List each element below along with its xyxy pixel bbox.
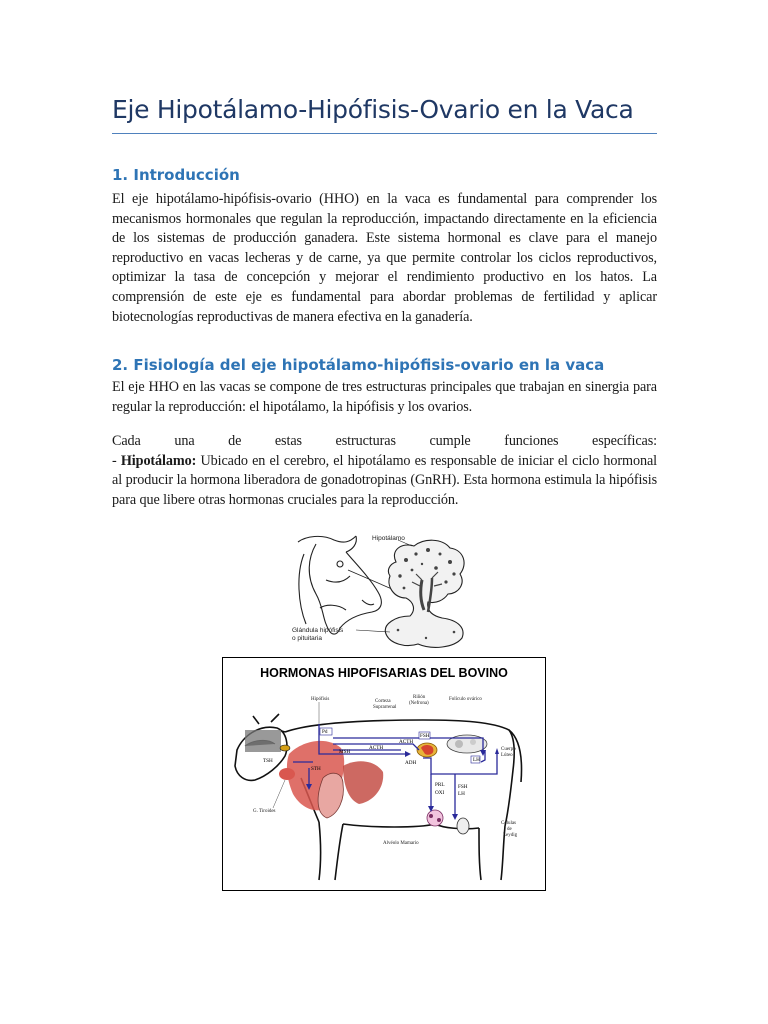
hormone-tag-fsh: FSH [420, 733, 430, 739]
label-cuerpo-2: Lúteo [501, 753, 513, 758]
label-celulas-2: de [507, 827, 512, 832]
label-alveolo: Alvéolo Mamario [383, 841, 419, 846]
testis [457, 818, 469, 834]
hormone-tag-tsh: TSH [263, 758, 273, 764]
section-paragraph-fisiologia: El eje HHO en las vacas se compone de tres estructuras principales que trabajan en sinergia para regular la reproducción: el hipotálamo, la hipófisis y los ovarios. [112, 379, 657, 415]
label-rinon-1: Riñón [413, 695, 426, 700]
hormonas-hipofisarias-figure [222, 657, 546, 891]
figure-title: HORMONAS HIPOFISARIAS DEL BOVINO [260, 666, 508, 680]
section-heading-introduccion: 1. Introducción [112, 166, 240, 184]
cow-body-diagram [223, 658, 545, 890]
functions-bullet: - [112, 452, 121, 469]
hormone-tag-prl: PRL [435, 782, 445, 788]
section-heading-fisiologia: 2. Fisiología del eje hipotálamo-hipófisis-ovario en la vaca [112, 356, 605, 374]
hormone-tag-acth-top: ACTH [399, 739, 414, 745]
label-tiroides: G. Tiroides [253, 809, 276, 814]
label-celulas-3: Leydig [503, 833, 518, 838]
label-corteza-2: Suprarrenal [373, 705, 397, 710]
thyroid-gland [279, 768, 295, 780]
hormone-tag-msh: MSH [339, 749, 351, 755]
document-title: Eje Hipotálamo-Hipófisis-Ovario en la Vaca [112, 95, 634, 124]
uterus-shape [318, 773, 343, 818]
hipotalamo-label: Hipotálamo [372, 535, 405, 542]
functions-lead: Cada una de estas estructuras cumple funciones específicas: [112, 433, 657, 449]
hormone-tag-lh-2: LH [458, 791, 465, 797]
hormone-tag-lh: LH [473, 757, 480, 763]
functions-paragraph [112, 432, 657, 510]
glandula-label-line2: o pituitaria [292, 635, 322, 642]
label-cuerpo-1: Cuerpo [501, 747, 516, 752]
hipotalamo-term: Hipotálamo: [120, 452, 197, 469]
hypothalamus-sketch [385, 540, 464, 647]
label-hipofisis: Hipófisis [311, 697, 330, 702]
cow-head-hypothalamus-figure [286, 524, 486, 654]
hormone-tag-pd: Pd [322, 729, 328, 735]
hormone-tag-fsh-2: FSH [458, 784, 468, 790]
title-underline [112, 133, 657, 134]
hormone-tag-oxi: OXI [435, 790, 445, 796]
section-paragraph-introduccion: El eje hipotálamo-hipófisis-ovario (HHO) en la vaca es fundamental para comprender los mecanismos hormonales que regulan la reproducción, impactando directamente en la eficiencia de los sistemas de producción ganadera. Este sistema hormonal es clave para el manejo reproductivo en vacas lecheras y de carne, ya que permite controlar los ciclos reproductivos, optimizar la tasa de concepción y mejorar el rendimiento productivo en los hatos. La comprensión de este eje es fundamental para abordar problemas de fertilidad y aplicar biotecnologías reproductivas de manera efectiva en la ganadería. [112, 191, 657, 325]
label-foliculo: Folículo ovárico [449, 697, 482, 702]
label-corteza-1: Corteza [375, 699, 391, 704]
muscle-region-2 [343, 761, 383, 804]
label-celulas-1: Células [501, 821, 516, 826]
mammary-alveolus [427, 810, 443, 826]
hormone-tag-sth: STH [311, 766, 321, 772]
hormone-tag-acth: ACTH [369, 745, 384, 751]
label-rinon-2: (Nefrona) [409, 701, 429, 706]
hipotalamo-description: Ubicado en el cerebro, el hipotálamo es responsable de iniciar el ciclo hormonal al producir la hormona liberadora de gonadotropinas (GnRH). Esta hormona estimula la hipófisis para que libere otras hormonas cruciales para la reproducción. [112, 452, 658, 508]
glandula-label-line1: Glándula hipófisis [292, 627, 344, 634]
hormone-tag-adh: ADH [405, 760, 417, 766]
